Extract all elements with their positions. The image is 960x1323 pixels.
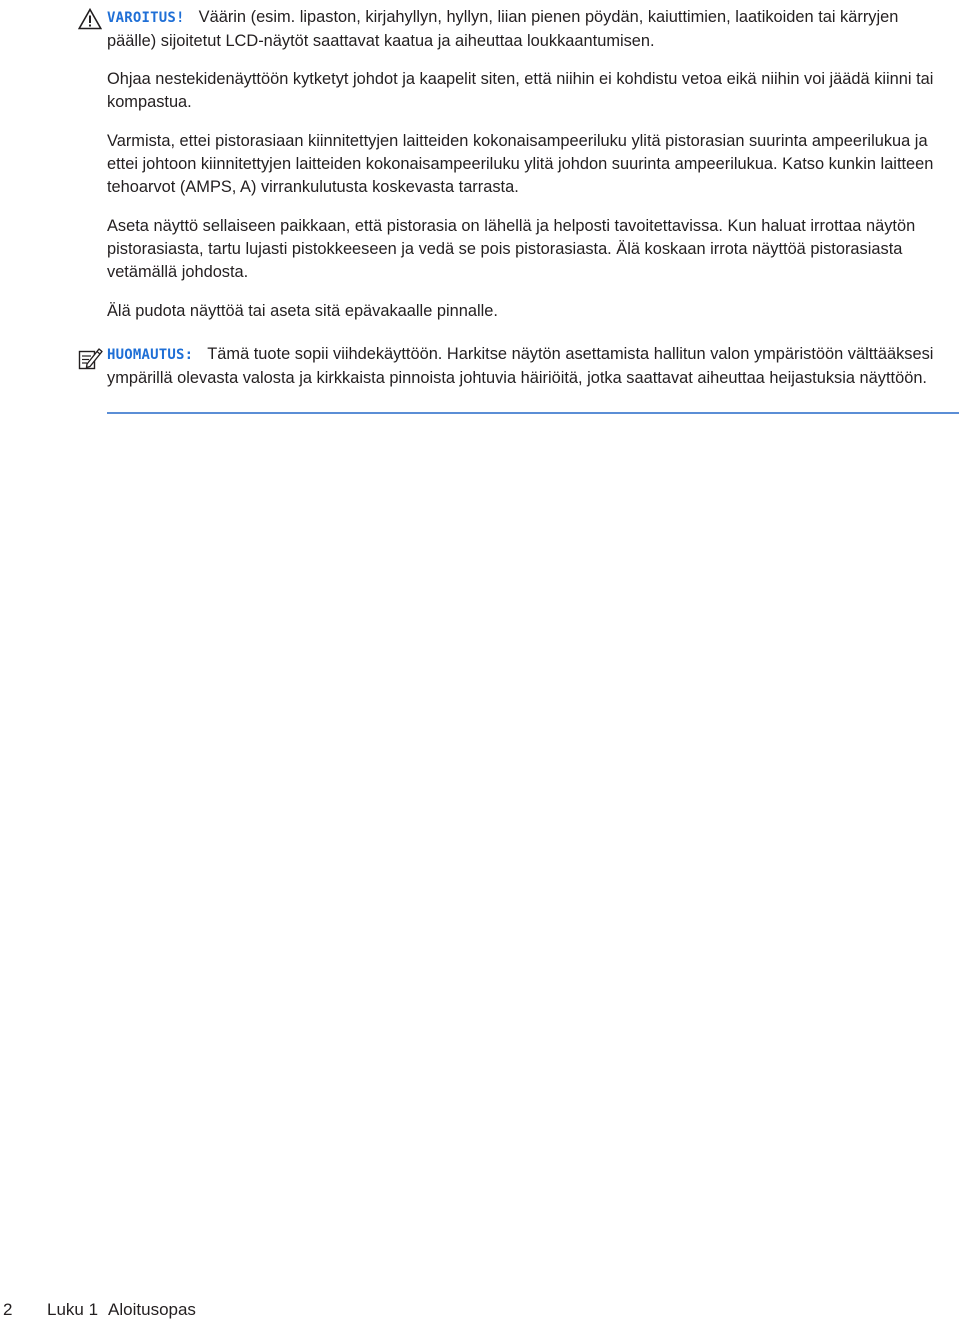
page-number: 2 (3, 1300, 13, 1319)
warning-content (107, 6, 947, 339)
page-footer (0, 1298, 960, 1322)
warning-paragraph: Varmista, ettei pistorasiaan kiinnitettyjen laitteiden kokonaisampeeriluku ylitä pistorasian suurinta ampeerilukua ja ettei johtoon kiinnitettyjen laitteiden kokonaisampeeriluku ylitä johdon suurinta ampeerilukua. Katso kunkin laitteen tehoarvot (AMPS, A) virrankulutusta koskevasta tarrasta. (107, 132, 934, 196)
chapter-title: Aloitusopas (108, 1300, 196, 1319)
chapter-reference (47, 1298, 196, 1322)
note-content (107, 343, 947, 390)
warning-triangle-icon (78, 8, 104, 32)
warning-paragraph: Ohjaa nestekidenäyttöön kytketyt johdot ja kaapelit siten, että niihin ei kohdistu vetoa eikä niihin voi jäädä kiinni tai kompastua. (107, 70, 934, 111)
note-label: HUOMAUTUS: (107, 347, 194, 363)
note-pencil-icon (78, 345, 104, 369)
warning-paragraph (107, 6, 947, 53)
warning-label: VAROITUS! (107, 10, 185, 26)
chapter-number: Luku 1 (47, 1300, 99, 1319)
warning-paragraph: Aseta näyttö sellaiseen paikkaan, että pistorasia on lähellä ja helposti tavoitettavissa. Kun haluat irrottaa näytön pistorasiasta, tartu lujasti pistokkeeseen ja vedä se pois pistorasiasta. Älä koskaan irrota näyttöä pistorasiasta vetämällä johdosta. (107, 217, 916, 281)
warning-paragraph: Älä pudota näyttöä tai aseta sitä epävakaalle pinnalle. (107, 302, 498, 320)
note-text: Tämä tuote sopii viihdekäyttöön. Harkitse näytön asettamista hallitun valon ympäristöön välttääksesi ympärillä olevasta valosta ja kirkkaista pinnoista johtuvia häiriöitä, jotka saattavat aiheuttaa heijastuksia näyttöön. (107, 345, 934, 387)
note-divider (107, 412, 959, 414)
note-paragraph (107, 343, 947, 390)
warning-text: Väärin (esim. lipaston, kirjahyllyn, hyllyn, liian pienen pöydän, kaiuttimien, laatikoiden tai kärryjen päälle) sijoitetut LCD-näytöt saattavat kaatua ja aiheuttaa loukkaantumisen. (107, 8, 899, 50)
